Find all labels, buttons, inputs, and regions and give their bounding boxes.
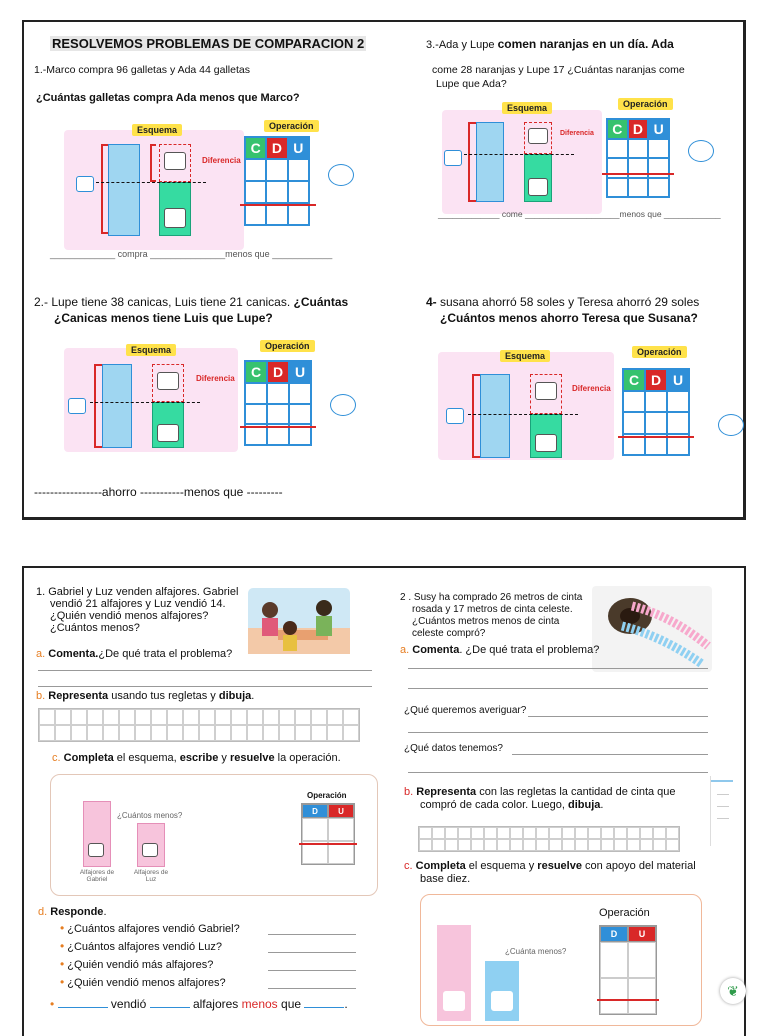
operation-line (299, 843, 357, 845)
col-u-header: U (628, 926, 656, 942)
difference-answer-box (535, 382, 557, 400)
answer-line[interactable] (528, 716, 708, 717)
esquema-panel (64, 348, 238, 452)
operacion-label: Operación (599, 907, 650, 919)
question-2-schema-panel (420, 894, 702, 1026)
difference-label: Diferencia (560, 130, 594, 137)
problem-3-line3: Lupe que Ada? (436, 78, 507, 90)
question-1b: b. Representa usando tus regletas y dibuja. (36, 690, 255, 702)
difference-answer-box (164, 152, 186, 170)
col-u-header: U (648, 119, 669, 139)
blue-answer-box (491, 991, 513, 1011)
larger-bar (480, 374, 510, 458)
problem-1-text: 1.-Marco compra 96 galletas y Ada 44 galletas (34, 64, 250, 76)
operacion-label: Operación (264, 120, 319, 132)
col-u-header: U (328, 804, 354, 818)
operacion-label: Operación (307, 791, 347, 800)
col-d-header: D (600, 926, 628, 942)
leaf-icon[interactable]: ❦ (720, 978, 746, 1004)
smaller-answer-box (164, 208, 186, 228)
problem-1-answer: _____________ compra _______________menos que ____________ (50, 249, 333, 259)
answer-circle[interactable] (330, 394, 356, 416)
larger-bar (108, 144, 140, 236)
comparison-line (90, 402, 200, 403)
col-c-header: C (607, 119, 628, 139)
cuantos-menos-label: ¿Cuántos menos? (117, 811, 183, 820)
total-bracket (472, 374, 480, 458)
vendors-illustration (248, 588, 350, 654)
operacion-label: Operación (618, 98, 673, 110)
answer-line[interactable] (38, 686, 372, 687)
operation-line (240, 204, 316, 206)
question-1-line: vendió 21 alfajores y Luz vendió 14. (50, 598, 226, 610)
question-2b: b. Representa con las regletas la cantidad de cinta que (404, 786, 676, 798)
answer-line[interactable] (408, 688, 708, 689)
cuanta-menos-label: ¿Cuánta menos? (505, 947, 567, 956)
answer-line[interactable] (512, 754, 708, 755)
answer-circle[interactable] (688, 140, 714, 162)
question-1-line: ¿Cuántos menos? (50, 622, 140, 634)
esquema-panel (438, 352, 614, 460)
answer-line[interactable] (38, 670, 372, 671)
smaller-answer-box (535, 434, 557, 452)
operacion-label: Operación (632, 346, 687, 358)
regletas-grid (418, 826, 680, 852)
place-value-table (244, 136, 310, 226)
total-answer-box (76, 176, 94, 192)
answer-line[interactable] (268, 952, 356, 953)
operation-line (240, 426, 316, 428)
question-2a: a. Comenta. ¿De qué trata el problema? (400, 644, 600, 656)
col-d-header: D (267, 361, 289, 383)
problem-3-line1: 3.-Ada y Lupe comen naranjas en un día. Ada (426, 37, 674, 51)
worksheet-bottom (22, 566, 746, 1036)
side-tab[interactable] (710, 776, 733, 846)
list-item: • ¿Cuántos alfajores vendió Gabriel? (60, 921, 240, 935)
gabriel-answer-box (88, 843, 104, 857)
esquema-panel (442, 110, 602, 214)
larger-bar (102, 364, 132, 448)
list-item-sentence: • vendió alfajores menos que . (50, 997, 348, 1011)
problem-2-line1: 2.- Lupe tiene 38 canicas, Luis tiene 21 canicas. ¿Cuántas (34, 295, 349, 309)
question-1-line: 1. Gabriel y Luz venden alfajores. Gabriel (36, 586, 239, 598)
question-2-datos: ¿Qué datos tenemos? (404, 743, 503, 754)
smaller-answer-box (157, 424, 179, 442)
place-value-table (622, 368, 690, 456)
list-item: • ¿Cuántos alfajores vendió Luz? (60, 939, 222, 953)
list-item: • ¿Quién vendió menos alfajores? (60, 975, 226, 989)
problem-4-line1: 4- susana ahorró 58 soles y Teresa ahorró 29 soles (426, 295, 700, 309)
place-value-table (606, 118, 670, 198)
col-d-header: D (645, 369, 667, 391)
problem-3-line2: come 28 naranjas y Lupe 17 ¿Cuántas naranjas come (432, 64, 685, 76)
col-d-header: D (302, 804, 328, 818)
comparison-line (96, 182, 206, 183)
question-1c: c. Completa el esquema, escribe y resuelve la operación. (52, 752, 341, 764)
difference-answer-box (157, 372, 179, 390)
total-bracket (94, 364, 102, 448)
total-answer-box (444, 150, 462, 166)
question-1a: a. Comenta.¿De qué trata el problema? (36, 648, 233, 660)
comparison-line (468, 414, 578, 415)
esquema-label: Esquema (500, 350, 550, 362)
esquema-label: Esquema (126, 344, 176, 356)
difference-label: Diferencia (196, 374, 235, 383)
total-answer-box (68, 398, 86, 414)
ribbon-spools-illustration (592, 586, 712, 672)
operation-line (618, 436, 694, 438)
total-answer-box (446, 408, 464, 424)
difference-bracket (150, 144, 156, 182)
answer-line[interactable] (268, 970, 356, 971)
problem-4-question: ¿Cuántos menos ahorro Teresa que Susana? (440, 311, 698, 325)
worksheet-top (22, 20, 746, 520)
question-2-averiguar: ¿Qué queremos averiguar? (404, 705, 527, 716)
problem-4-diagram (438, 340, 748, 464)
question-2-line: 2 . Susy ha comprado 26 metros de cinta (400, 592, 583, 603)
question-1-line: ¿Quién vendió menos alfajores? (50, 610, 209, 622)
answer-line[interactable] (408, 732, 708, 733)
list-item: • ¿Quién vendió más alfajores? (60, 957, 214, 971)
answer-line[interactable] (408, 772, 708, 773)
problem-2-diagram (64, 336, 364, 456)
question-2-line: rosada y 17 metros de cinta celeste. (412, 604, 573, 615)
question-2-line: celeste compró? (412, 628, 486, 639)
col-c-header: C (245, 361, 267, 383)
col-d-header: D (628, 119, 649, 139)
worksheet-title: RESOLVEMOS PROBLEMAS DE COMPARACION 2 (52, 36, 365, 51)
operation-line (602, 173, 674, 175)
col-d-header: D (266, 137, 287, 159)
luz-answer-box (142, 843, 158, 857)
smaller-answer-box (528, 178, 548, 196)
question-2-line: ¿Cuántos metros menos de cinta (412, 616, 560, 627)
question-1-schema-panel (50, 774, 378, 896)
difference-label: Diferencia (572, 384, 611, 393)
pink-answer-box (443, 991, 465, 1011)
gabriel-label: Alfajores de Gabriel (79, 869, 115, 883)
problem-2-answer: -----------------ahorro -----------menos que --------- (34, 485, 283, 499)
problem-3-answer: _____________ come ____________________menos que ____________ (438, 209, 721, 219)
larger-bar (476, 122, 504, 202)
answer-line[interactable] (268, 934, 356, 935)
luz-label: Alfajores de Luz (133, 869, 169, 883)
answer-circle[interactable] (718, 414, 744, 436)
comparison-line (464, 154, 574, 155)
operacion-label: Operación (260, 340, 315, 352)
difference-label: Diferencia (202, 156, 241, 165)
place-value-table (599, 925, 657, 1015)
total-bracket (468, 122, 476, 202)
gabriel-bar (83, 801, 111, 867)
col-u-header: U (288, 137, 309, 159)
place-value-table (301, 803, 355, 865)
col-c-header: C (623, 369, 645, 391)
problem-3-diagram (438, 98, 738, 218)
problem-1-diagram (64, 120, 364, 250)
difference-answer-box (528, 128, 548, 144)
question-2b-line2: compró de cada color. Luego, dibuja. (420, 799, 604, 811)
question-1d: d. Responde. (38, 906, 107, 918)
esquema-label: Esquema (132, 124, 182, 136)
place-value-table (244, 360, 312, 446)
col-u-header: U (667, 369, 689, 391)
answer-line[interactable] (408, 668, 708, 669)
regletas-grid (38, 708, 360, 742)
question-2c-line2: base diez. (420, 873, 471, 885)
operation-line (597, 999, 659, 1001)
problem-1-question: ¿Cuántas galletas compra Ada menos que Marco? (36, 92, 300, 104)
question-2c: c. Completa el esquema y resuelve con apoyo del material (404, 860, 696, 872)
col-u-header: U (289, 361, 311, 383)
answer-line[interactable] (268, 988, 356, 989)
problem-2-question: ¿Canicas menos tiene Luis que Lupe? (54, 311, 273, 325)
answer-circle[interactable] (328, 164, 354, 186)
col-c-header: C (245, 137, 266, 159)
esquema-label: Esquema (502, 102, 552, 114)
